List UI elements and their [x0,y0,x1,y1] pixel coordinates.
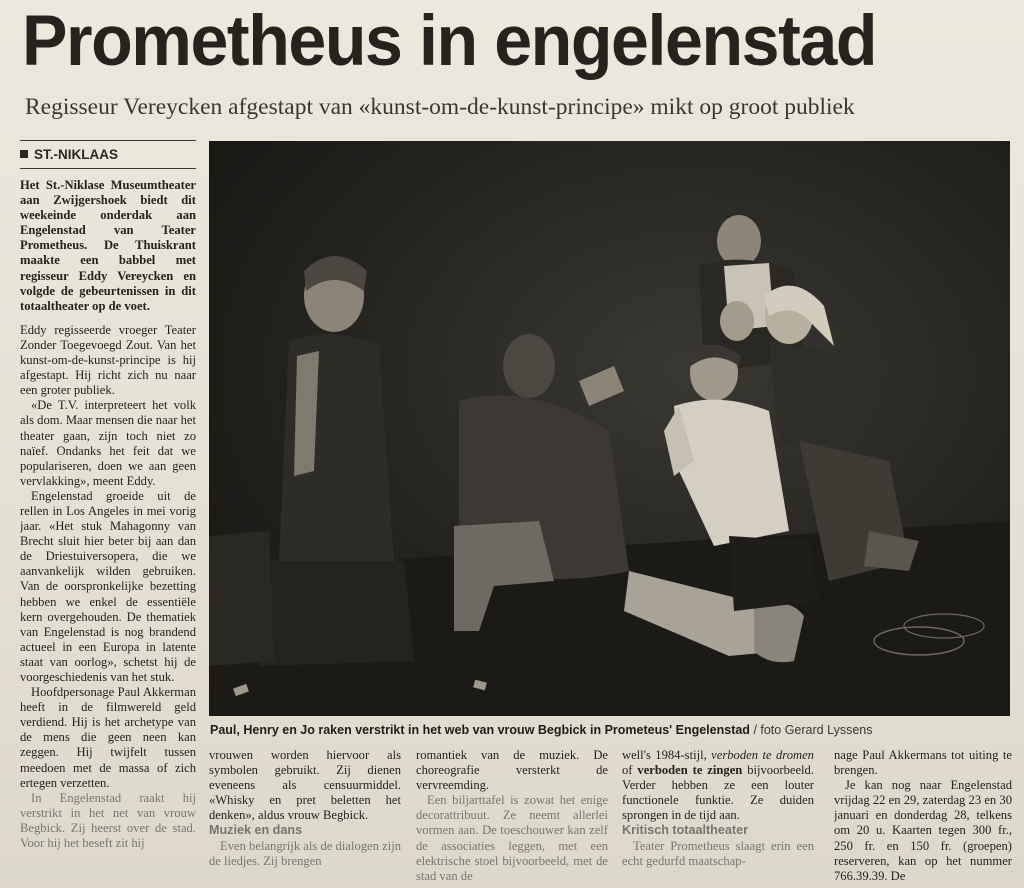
paragraph: Eddy regisseerde vroeger Teater Zonder Toegevoegd Zout. Van het kunst-om-de-kunst-principe is hij afgestapt. Hij richt zich nu naar een groter publiek. [20,322,196,398]
section-label-text: ST.-NIKLAAS [34,147,118,162]
paragraph: Een biljarttafel is zowat het enige decorattribuut. Ze neemt allerlei vormen aan. De toeschouwer kan zelf de associaties leggen, met een elektrische stoel bijvoorbeeld, met de stad van de [416,793,608,883]
caption-text: Paul, Henry en Jo raken verstrikt in het web van vrouw Begbick in Prometeus' Engelenstad [210,723,750,737]
paragraph: Teater Prometheus slaagt erin een echt gedurfd maatschap- [622,838,814,868]
paragraph: «De T.V. interpreteert het volk als dom. Maar mensen die naar het theater gaan, zijn toch niet zo naïef. Ondanks het feit dat we populariseren, doen we aan geen vervlakking», meent Eddy. [20,398,196,488]
photo-credit: / foto Gerard Lyssens [753,723,873,737]
emphasis-verboden-te-zingen: verboden te zingen [637,763,743,778]
text-run: of [622,763,633,778]
paragraph: Engelenstad groeide uit de rellen in Los Angeles in mei vorig jaar. «Het stuk Mahagonny van Brecht sluit hier beter bij aan dan de Driestuiversopera, die we aanvankelijk wilden gebruiken. Van de oorspronkelijke bezetting hebben we enkel de essentiële kern overgehouden. De thematiek van Engelenstad is nog brandend actueel in een Europa in latente staat van oorlog», schetst hij de voorgeschiedenis van het stuk. [20,488,196,684]
stage-scene-illustration [209,141,1010,716]
subheadline: Regisseur Vereycken afgestapt van «kunst-om-de-kunst-principe» mikt op groot publiek [25,94,855,120]
section-rule-top [20,140,196,141]
paragraph: nage Paul Akkermans tot uiting te brengen. [834,748,1012,778]
section-square-icon [20,150,28,158]
emphasis-verboden-te-dromen: verboden te dromen [711,748,814,762]
paragraph [622,748,814,823]
paragraph: Even belangrijk als de dialogen zijn de liedjes. Zij brengen [209,838,401,868]
column-2 [209,748,401,888]
section-label [20,147,118,162]
article-photo [209,141,1010,716]
lead-paragraph: Het St.-Niklase Museumtheater aan Zwijgershoek biedt dit weekeinde onderdak aan Engelenstad van Teater Prometheus. De Thuiskrant maakte een babbel met regisseur Eddy Vereycken en volgde de gebeurtenissen in dit totaaltheater op de voet. [20,178,196,313]
paragraph: In Engelenstad raakt hij verstrikt in het net van vrouw Begbick. Zij heerst over de stad. Voor hij het beseft zit hij [20,790,196,851]
column-3 [416,748,608,888]
paragraph: Hoofdpersonage Paul Akkerman heeft in de filmwereld geld verdiend. Hij is het archetype van de mens die geen neen kan zeggen. Hij twijfelt tussen meedoen met de massa of zich ertegen verzetten. [20,685,196,790]
subheading: Muziek en dans [209,823,303,838]
section-rule-bottom [20,168,196,169]
paragraph: vrouwen worden hiervoor als symbolen gebruikt. Zij dienen eveneens als censuurmiddel. «Whisky en pret beletten het denken», aldus vrouw Begbick. [209,748,401,823]
photo-caption [210,723,1010,737]
text-run: well's 1984-stijl, [622,748,707,762]
text-run: bijvoorbeeld. Verder hebben ze een louter functionele funktie. Ze duiden sprongen in de tijd aan. [622,763,814,823]
paragraph: romantiek van de muziek. De choreografie versterkt de vervreemding. [416,748,608,793]
column-4 [622,748,814,888]
subheading: Kritisch totaaltheater [622,823,748,838]
column-5 [834,748,1012,888]
headline: Prometheus in engelenstad [22,2,877,81]
column-1 [20,178,196,888]
paragraph: Je kan nog naar Engelenstad vrijdag 22 en 29, zaterdag 23 en 30 januari en donderdag 28, telkens om 20 u. Kaarten tegen 300 fr., 250 fr. en 150 fr. (groepen) reserveren, kan op het nummer 766.39.39. De [834,778,1012,883]
